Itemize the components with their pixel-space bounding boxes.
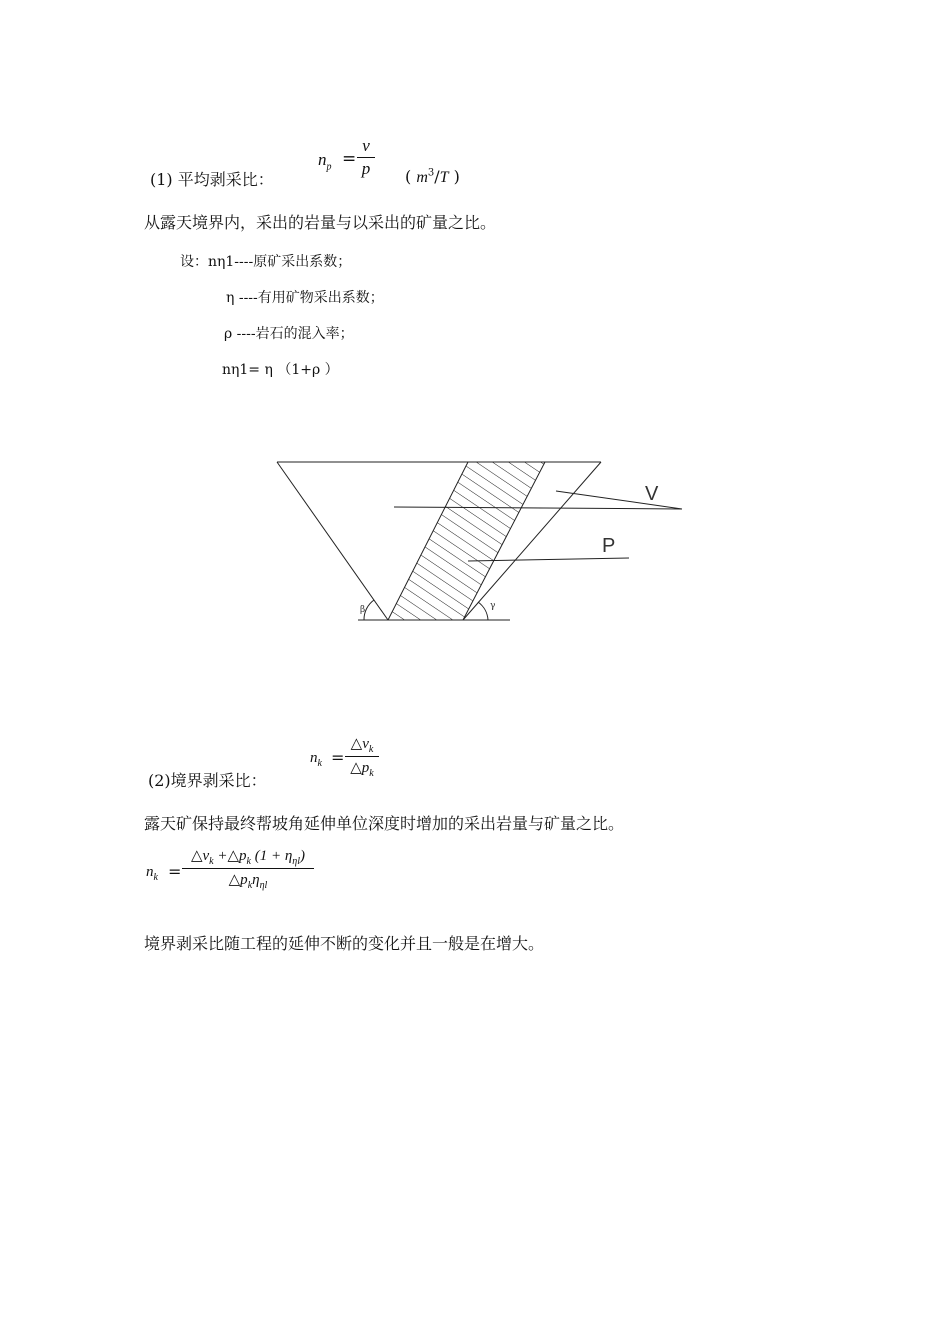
formula-fraction: $\frac{v}{p}$ xyxy=(357,136,375,179)
ore-body-hatch xyxy=(388,462,545,620)
section1-label: (1) 平均剥采比： xyxy=(150,170,274,189)
formula2b-fraction: $\triangle v_k$ $+\triangle p_k$ $(1 + \eta_{\eta l})$ $\triangle p_k\eta_{\eta l}$ xyxy=(182,846,314,891)
angle-label-left: β xyxy=(360,605,366,615)
rho-line: ρ ----岩石的混入率； xyxy=(224,326,354,342)
formula-lhs: $n_p$ xyxy=(318,150,332,173)
relation-line: nη1= η （1+ρ ） xyxy=(222,362,339,378)
definition2-text: 露天矿保持最终帮坡角延伸单位深度时增加的采出岩量与矿量之比。 xyxy=(144,814,625,833)
assume-line: 设：nη1----原矿采出系数； xyxy=(180,254,352,270)
label-v: V xyxy=(645,483,659,505)
angle-label-right: γ xyxy=(490,601,496,611)
angle-arc-left xyxy=(364,600,374,620)
definition-text: 从露天境界内，采出的岩量与以采出的矿量之比。 xyxy=(144,213,497,232)
formula2a-equals: = xyxy=(331,748,345,767)
formula2a-fraction: $\frac{\triangle v_k}{\triangle p_k}$ xyxy=(345,734,379,779)
label-p: P xyxy=(602,535,616,557)
formula2b-lhs: $n_k$ xyxy=(146,864,158,883)
leader-v-upper xyxy=(556,491,682,509)
angle-arc-right xyxy=(478,602,488,620)
eta-line: η ----有用矿物采出系数； xyxy=(226,290,384,306)
formula2a-lhs: $n_k$ xyxy=(310,750,322,769)
formula-equals: = xyxy=(342,149,357,169)
leader-v-lower xyxy=(394,507,682,509)
unit-label: ( $m^3/T$ ) xyxy=(405,167,460,186)
section2-label: (2)境界剥采比： xyxy=(148,771,267,790)
formula2b-equals: = xyxy=(168,862,182,881)
pit-left-wall xyxy=(277,462,388,620)
conclusion-text: 境界剥采比随工程的延伸不断的变化并且一般是在增大。 xyxy=(144,934,545,953)
